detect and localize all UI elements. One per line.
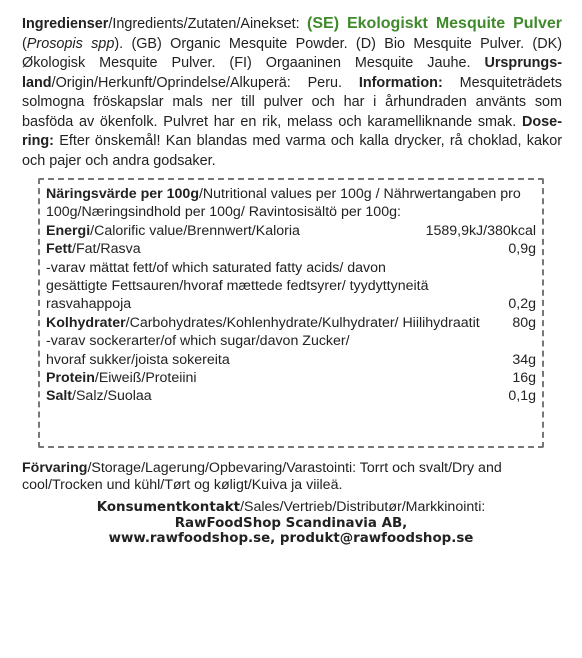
nutrition-title-translations: /Nutritional values per 100g / Nährwertangaben pro 100g/Næringsindhold per 100g/ Ravintosisältö per 100g: (46, 186, 521, 221)
energy-translations: /Calorific value/Brennwert/Kaloria (90, 222, 300, 239)
sugar-value: 34g (512, 351, 536, 368)
fat-translations: /Fat/Rasva (72, 241, 141, 258)
ingredients-paragraph: Ingredienser/Ingredients/Zutaten/Ainekset: (SE) Ekologiskt Mesquite Pulver (Prosopis spp). (GB) Organic Mesquite Powder. (D) Bio Mesquite Pulver. (DK) Økologisk Mesquite Pulver. (FI) Orgaaninen Mesquite Jauhe. Ursprungsland/Origin/Herkunft/Oprindelse/Alkuperä: Peru. Information: Mesquiteträdets solmogna fröskapslar mals ner till pulver och har i århundraden använts som basföda av ökenfolk. Pulvret har en rik, melass och karamelliknande smak. Dosering: Efter önskemål! Kan blandas med varma och kalla drycker, rå choklad, kakor och pajer och andra godsaker. (22, 15, 562, 169)
ingredients-heading-translations: /Ingredients/Zutaten/Ainekset: (108, 16, 308, 32)
nutrition-row-energy (46, 222, 536, 240)
nutrition-title (46, 185, 536, 222)
protein-translations: /Eiweiß/Proteiini (94, 370, 197, 387)
company-name: RawFoodShop Scandinavia AB, (174, 515, 408, 531)
product-translations: ). (GB) Organic Mesquite Powder. (D) Bio Mesquite Pulver. (DK) Økologisk Mesquite Pulver. (FI) Orgaaninen Mesquite Jauhe. (22, 35, 562, 71)
protein-value: 16g (512, 370, 536, 387)
saturated-fat-label: -varav mättat fett/of which saturated fatty acids/ davon gesättigte Fettsauren/hvoraf mættede fedtsyrer/ tyydyttyneitä rasvahappoja (46, 259, 429, 313)
energy-value: 1589,9kJ/380kcal (425, 222, 536, 239)
origin-label: Ursprungsland (22, 55, 562, 91)
dosing-label: Dosering: (22, 113, 562, 149)
latin-name: Prosopis spp (26, 35, 115, 52)
sugar-label: -varav sockerarter/of which sugar/davon Zucker/ hvoraf sukker/joista sokereita (46, 333, 350, 368)
origin-text: /Origin/Herkunft/Oprindelse/Alkuperä: Peru. (51, 74, 359, 91)
dosing-text: Efter önskemål! Kan blandas med varma och kalla drycker, rå choklad, kakor och pajer och andra godsaker. (22, 133, 562, 169)
carbohydrates-value: 80g (512, 314, 536, 331)
storage-label: Förvaring (22, 460, 88, 476)
nutrition-row-saturated-fat (46, 259, 536, 314)
ingredients-heading: Ingredienser (22, 16, 109, 32)
consumer-contact (0, 500, 582, 547)
contact-heading-line (0, 500, 582, 516)
salt-value: 0,1g (508, 388, 536, 405)
storage-text: /Storage/Lagerung/Opbevaring/Varastointi: Torrt och svalt/Dry and cool/Trocken und kühl/Tørt og køligt/Kuiva ja viileä. (22, 460, 502, 493)
nutrition-row-protein (46, 369, 536, 387)
carbohydrates-label: Kolhydrater (46, 314, 126, 331)
nutrition-row-sugar (46, 332, 536, 369)
nutrition-row-salt (46, 387, 536, 405)
salt-label: Salt (46, 388, 73, 405)
saturated-fat-value: 0,2g (508, 296, 536, 313)
energy-label: Energi (46, 222, 91, 239)
website-and-email: www.rawfoodshop.se, produkt@rawfoodshop.se (108, 531, 474, 546)
information-label: Information: (358, 74, 443, 91)
nutrition-row-carbohydrates (46, 314, 536, 332)
information-text: Mesquiteträdets solmogna fröskapslar mals ner till pulver och har i århundraden använts som basföda av ökenfolk. Pulvret har en rik, melass och karamelliknande smak. (22, 74, 562, 130)
storage-paragraph (22, 460, 562, 493)
contact-translations: /Sales/Vertrieb/Distributør/Markkinointi: (240, 499, 486, 515)
fat-label: Fett (46, 241, 73, 258)
nutrition-table (38, 178, 544, 448)
contact-label: Konsumentkontakt (96, 500, 241, 515)
fat-value: 0,9g (508, 241, 536, 258)
product-name: (SE) Ekologiskt Mesquite Pulver (307, 15, 562, 32)
protein-label: Protein (46, 370, 95, 387)
nutrition-row-fat (46, 240, 536, 258)
nutrition-title-bold: Näringsvärde per 100g (46, 186, 199, 202)
carbohydrates-translations: /Carbohydrates/Kohlenhydrate/Kulhydrater/ Hiilihydraatit (125, 314, 480, 331)
salt-translations: /Salz/Suolaa (72, 388, 152, 405)
